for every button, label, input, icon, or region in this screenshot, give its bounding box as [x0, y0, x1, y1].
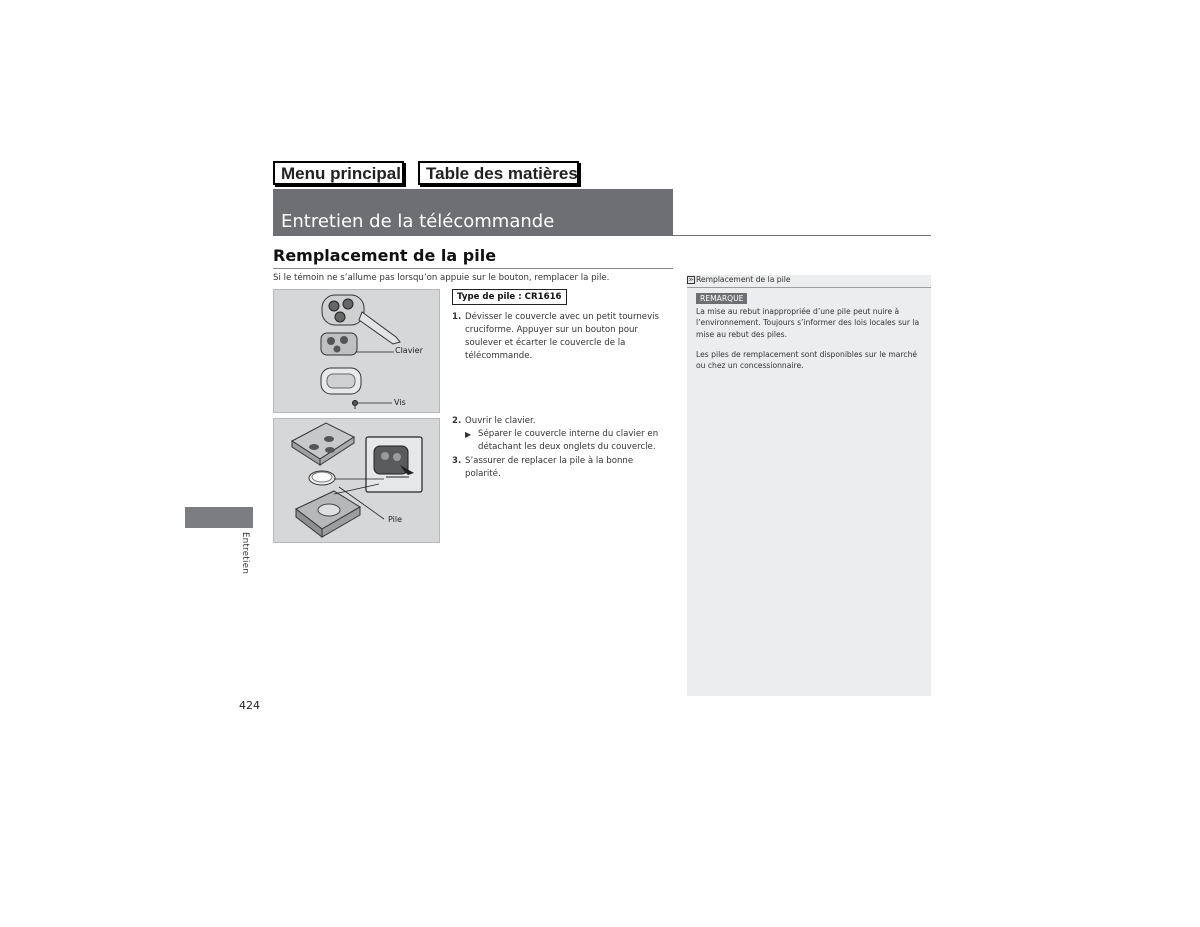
- title-divider: [673, 235, 931, 236]
- notes-sidebar: [687, 275, 931, 696]
- step-2: [452, 415, 667, 454]
- remark-badge: REMARQUE: [696, 293, 747, 304]
- battery-type-box: Type de pile : CR1616: [452, 289, 567, 305]
- sidebar-heading-text: Remplacement de la pile: [696, 275, 791, 284]
- step-1: [452, 311, 667, 363]
- triangle-bullet-icon: ▶: [465, 430, 472, 439]
- intro-text: Si le témoin ne s’allume pas lorsqu’on appuie sur le bouton, remplacer la pile.: [273, 273, 610, 283]
- battery-label: Pile: [388, 515, 403, 524]
- step-text: Dévisser le couvercle avec un petit tournevis cruciforme. Appuyer sur un bouton pour soulever et écarter le couvercle de la télécommande.: [465, 312, 660, 361]
- sidebar-heading: [687, 275, 931, 288]
- section-divider: [273, 268, 673, 269]
- step-text: S’assurer de replacer la pile à la bonne polarité.: [465, 456, 634, 479]
- section-title: Remplacement de la pile: [273, 246, 497, 265]
- step-number: 3.: [452, 456, 462, 466]
- table-of-contents-button[interactable]: Table des matières: [418, 161, 579, 185]
- step-text: Ouvrir le clavier.: [465, 416, 536, 426]
- chapter-tab-label: Entretien: [240, 532, 250, 575]
- screw-label: Vis: [394, 398, 406, 407]
- remote-disassembly-figure: [273, 289, 440, 413]
- chapter-title-bar: [273, 189, 673, 236]
- keypad-label: Clavier: [395, 346, 423, 355]
- sidebar-paragraph: Les piles de remplacement sont disponibles sur le marché ou chez un concessionnaire.: [696, 350, 918, 371]
- step-2-substep: [465, 428, 667, 454]
- step-3: [452, 455, 667, 481]
- step-number: 1.: [452, 312, 462, 322]
- double-chevron-icon: ≫: [688, 277, 694, 283]
- sidebar-paragraph: La mise au rebut inappropriée d’une pile peut nuire à l’environnement. Toujours s’informer des lois locales sur la mise au rebut des piles.: [696, 307, 920, 339]
- substep-text: Séparer le couvercle interne du clavier en détachant les deux onglets du couvercle.: [478, 429, 659, 452]
- page-number: 424: [239, 699, 260, 712]
- battery-exploded-illustration: [274, 419, 441, 544]
- battery-replacement-figure: [273, 418, 440, 543]
- main-menu-button[interactable]: Menu principal: [273, 161, 404, 185]
- page-title: Entretien de la télécommande: [281, 211, 555, 232]
- chapter-tab-marker: [185, 507, 253, 528]
- step-number: 2.: [452, 416, 462, 426]
